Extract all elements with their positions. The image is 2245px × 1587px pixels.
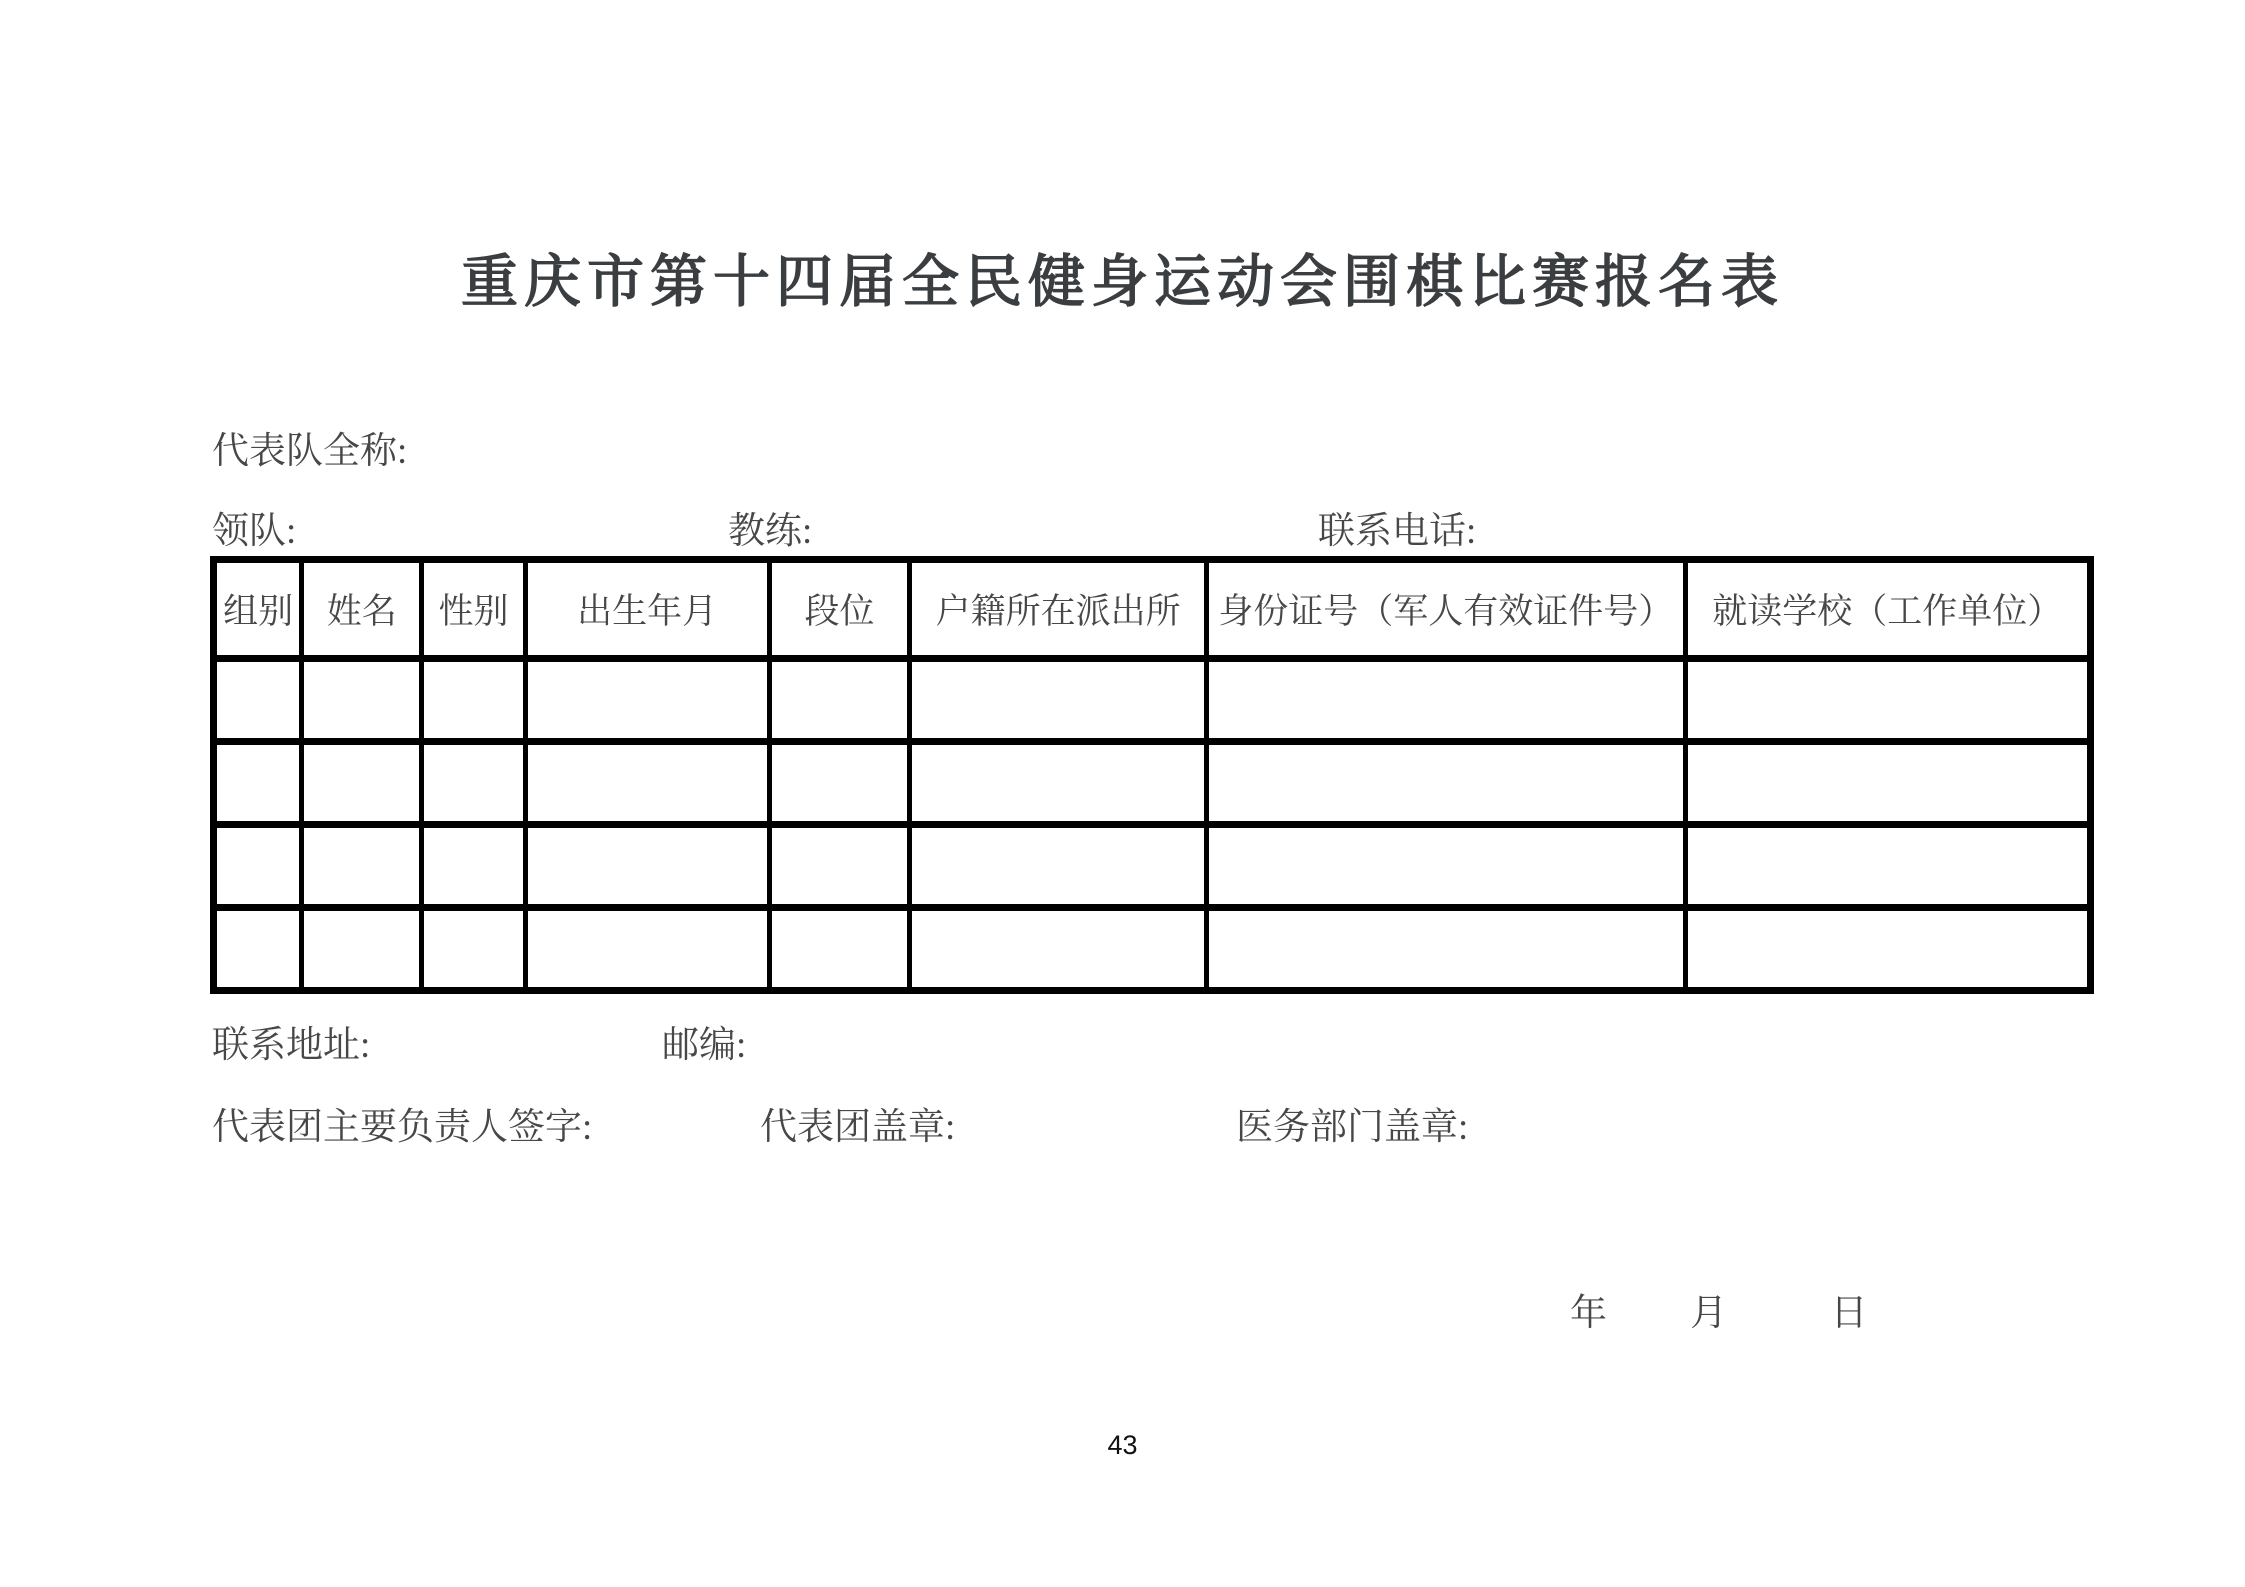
table-cell bbox=[302, 825, 422, 908]
header-cell-id-number: 身份证号（军人有效证件号） bbox=[1206, 560, 1685, 659]
coach-label: 教练: bbox=[728, 511, 813, 552]
table-cell bbox=[525, 825, 769, 908]
delegation-signature-label: 代表团主要负责人签字: bbox=[212, 1107, 593, 1148]
header-cell-group: 组别 bbox=[214, 560, 302, 659]
date-day-label: 日 bbox=[1830, 1293, 1868, 1334]
header-cell-dan-rank: 段位 bbox=[769, 560, 910, 659]
date-month-label: 月 bbox=[1690, 1293, 1728, 1334]
table-header-row bbox=[214, 560, 2091, 659]
table-cell bbox=[769, 742, 910, 825]
table-cell bbox=[525, 742, 769, 825]
medical-seal-label: 医务部门盖章: bbox=[1236, 1107, 1469, 1148]
header-cell-birthdate: 出生年月 bbox=[525, 560, 769, 659]
header-cell-school: 就读学校（工作单位） bbox=[1685, 560, 2090, 659]
table-cell bbox=[910, 908, 1207, 991]
contact-address-label: 联系地址: bbox=[212, 1025, 371, 1066]
table-row bbox=[214, 908, 2091, 991]
delegation-seal-label: 代表团盖章: bbox=[760, 1107, 956, 1148]
table-cell bbox=[422, 908, 525, 991]
header-cell-police-station: 户籍所在派出所 bbox=[910, 560, 1207, 659]
table-cell bbox=[302, 742, 422, 825]
table-cell bbox=[214, 742, 302, 825]
table-cell bbox=[1206, 742, 1685, 825]
table-cell bbox=[302, 908, 422, 991]
table-cell bbox=[910, 659, 1207, 742]
table-cell bbox=[1685, 742, 2090, 825]
table-cell bbox=[769, 825, 910, 908]
table-cell bbox=[214, 908, 302, 991]
table-cell bbox=[525, 908, 769, 991]
table-cell bbox=[1685, 825, 2090, 908]
table-cell bbox=[422, 659, 525, 742]
header-cell-name: 姓名 bbox=[302, 560, 422, 659]
table-cell bbox=[214, 825, 302, 908]
table-cell bbox=[910, 825, 1207, 908]
table-row bbox=[214, 659, 2091, 742]
page-number: 43 bbox=[1107, 1430, 1138, 1460]
table-cell bbox=[214, 659, 302, 742]
header-cell-gender: 性别 bbox=[422, 560, 525, 659]
table-cell bbox=[422, 742, 525, 825]
team-name-label: 代表队全称: bbox=[212, 431, 408, 472]
date-year-label: 年 bbox=[1570, 1293, 1607, 1334]
page-title: 重庆市第十四届全民健身运动会围棋比赛报名表 bbox=[461, 251, 1784, 314]
table-cell bbox=[525, 659, 769, 742]
date-line bbox=[1570, 1282, 1868, 1336]
table-cell bbox=[1685, 659, 2090, 742]
postal-code-label: 邮编: bbox=[662, 1025, 747, 1066]
registration-table bbox=[210, 556, 2094, 994]
table-row bbox=[214, 825, 2091, 908]
table-cell bbox=[769, 908, 910, 991]
contact-phone-label: 联系电话: bbox=[1318, 511, 1477, 552]
table-cell bbox=[769, 659, 910, 742]
table-row bbox=[214, 742, 2091, 825]
table-cell bbox=[422, 825, 525, 908]
table-cell bbox=[1206, 825, 1685, 908]
table-cell bbox=[1206, 908, 1685, 991]
table-cell bbox=[1206, 659, 1685, 742]
table-cell bbox=[910, 742, 1207, 825]
table-cell bbox=[1685, 908, 2090, 991]
team-leader-label: 领队: bbox=[212, 511, 297, 552]
table-cell bbox=[302, 659, 422, 742]
